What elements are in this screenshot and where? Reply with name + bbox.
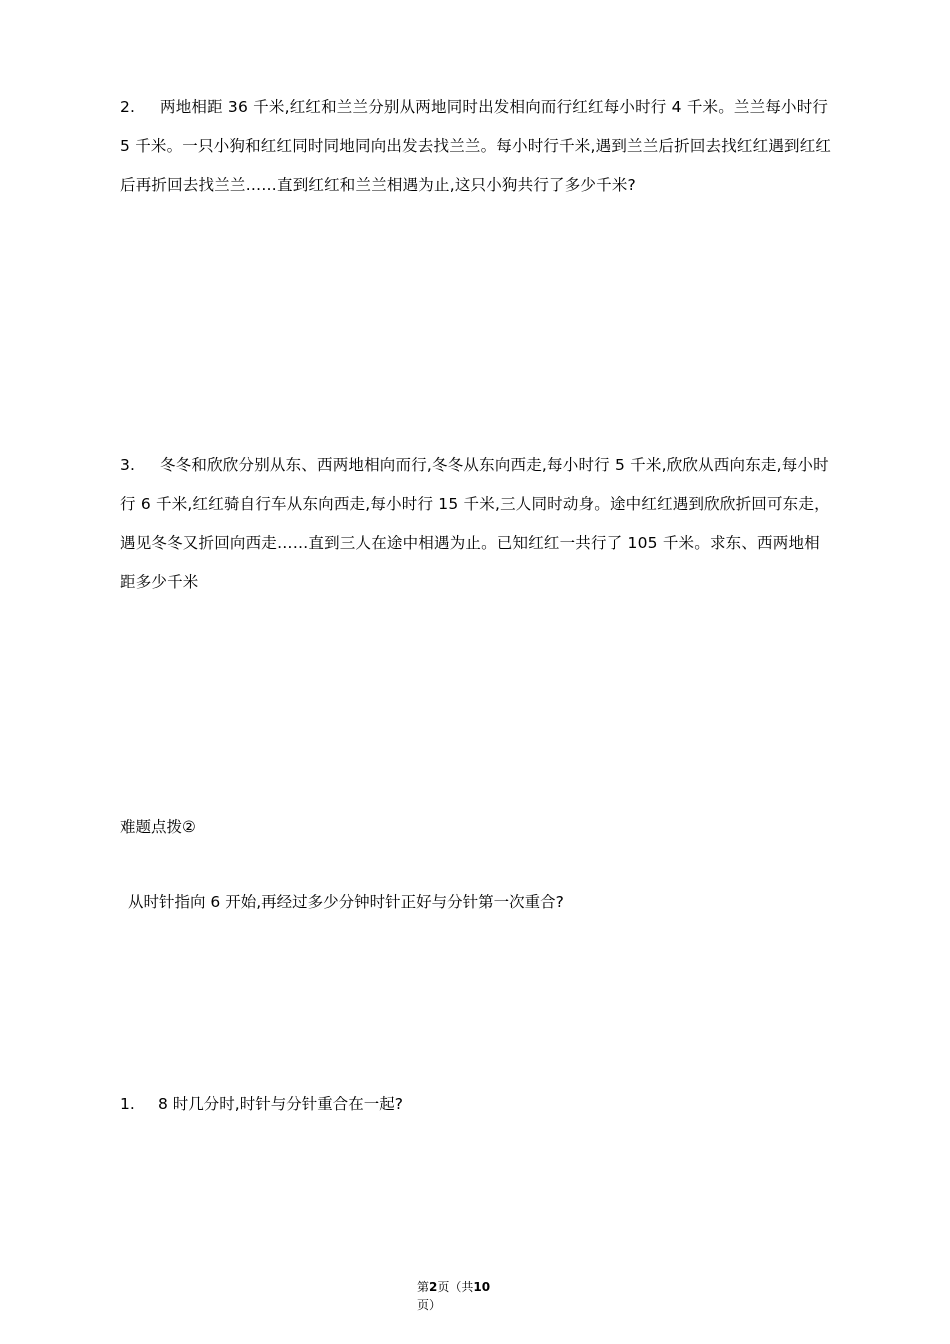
- exercise-1: [120, 1089, 403, 1119]
- problem-text: 冬冬和欣欣分别从东、西两地相向而行,冬冬从东向西走,每小时行 5 千米,欣欣从西向东走,每小时行 6 千米,红红骑自行车从东向西走,每小时行 15 千米,三人同时动身。途中红红遇到欣欣折回可东走，遇见冬冬又折回向西走……直到三人在途中相遇为止。已知红红一共行了 105 千米。求东、西两地相距多少千米: [120, 456, 830, 591]
- problem-number: 2.: [120, 98, 136, 116]
- problem-text: 两地相距 36 千米,红红和兰兰分别从两地同时出发相向而行红红每小时行 4 千米。兰兰每小时行 5 千米。一只小狗和红红同时同地同向出发去找兰兰。每小时行千米,遇到兰兰后折回去找红红遇到红红后再折回去找兰兰……直到红红和兰兰相遇为止,这只小狗共行了多少千米?: [120, 98, 832, 194]
- problem-number: 3.: [120, 456, 136, 474]
- exercise-text: 8 时几分时,时针与分针重合在一起?: [158, 1095, 403, 1113]
- hint-title: 难题点拨②: [120, 818, 196, 836]
- exercise-number: 1.: [120, 1095, 135, 1113]
- footer-middle: 页（共: [437, 1280, 474, 1294]
- footer-page-number: 2: [429, 1280, 438, 1294]
- hint-question: 从时针指向 6 开始,再经过多少分钟时针正好与分针第一次重合?: [128, 893, 564, 911]
- footer-prefix: 第: [417, 1280, 430, 1294]
- page-footer: [417, 1278, 527, 1314]
- problem-3: [120, 446, 832, 602]
- footer-total-pages: 10: [473, 1280, 491, 1294]
- problem-2: [120, 88, 832, 205]
- footer-suffix: 页）: [417, 1298, 442, 1312]
